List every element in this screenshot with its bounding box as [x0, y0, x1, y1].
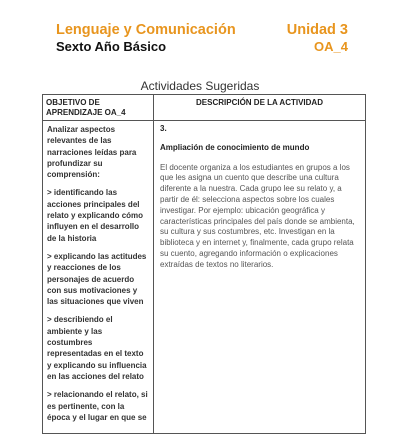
subject-title: Lenguaje y Comunicación — [56, 22, 236, 38]
section-title: Actividades Sugeridas — [140, 79, 260, 93]
grade-subtitle: Sexto Año Básico — [56, 39, 167, 54]
objective-item: > describiendo el ambiente y las costumbres representadas en el texto y explicando su influencia en las acciones del relato — [47, 315, 147, 381]
activity-description: El docente organiza a los estudiantes en grupos a los que les asigna un cuento que describe una cultura diferente a la nuestra. Cada grupo lee su relato y, a partir de él: selecciona aspectos sobre los cuales investigar. Por ejemplo: ubicación geográfica y características principales del país donde se ambienta, su cultura y sus costumbres, etc. Investigan en la biblioteca y en internet y, finalmente, cada grupo relata su cuento, agregando información o explicaciones extraídas de textos no literarios. — [160, 162, 355, 269]
objective-column-header: OBJETIVO DE APRENDIZAJE OA_4 — [43, 95, 154, 121]
objective-code: OA_4 — [314, 39, 348, 54]
activity-number: 3. — [160, 124, 167, 133]
activity-title: Ampliación de conocimiento de mundo — [160, 142, 310, 152]
objective-item: > identificando las acciones principales del relato y explicando cómo influyen en el desarrollo de la historia — [47, 188, 144, 243]
objective-item: > explicando las actitudes y reacciones de los personajes de acuerdo con sus motivaciones y las situaciones que viven — [47, 251, 147, 307]
description-cell — [154, 121, 366, 434]
header-right — [287, 22, 348, 55]
table-header-row — [43, 95, 366, 121]
table-row — [43, 121, 366, 434]
unit-label: Unidad 3 — [286, 22, 348, 38]
document-header — [56, 22, 348, 58]
objective-intro: Analizar aspectos relevantes de las narraciones leídas para profundizar su comprensión: — [47, 125, 137, 180]
description-column-header: DESCRIPCIÓN DE LA ACTIVIDAD — [154, 95, 366, 121]
objective-item: > relacionando el relato, si es pertinente, con la época y el lugar en que se — [47, 390, 148, 422]
activities-table — [42, 94, 366, 434]
objective-cell — [43, 121, 154, 434]
header-left — [56, 22, 236, 55]
